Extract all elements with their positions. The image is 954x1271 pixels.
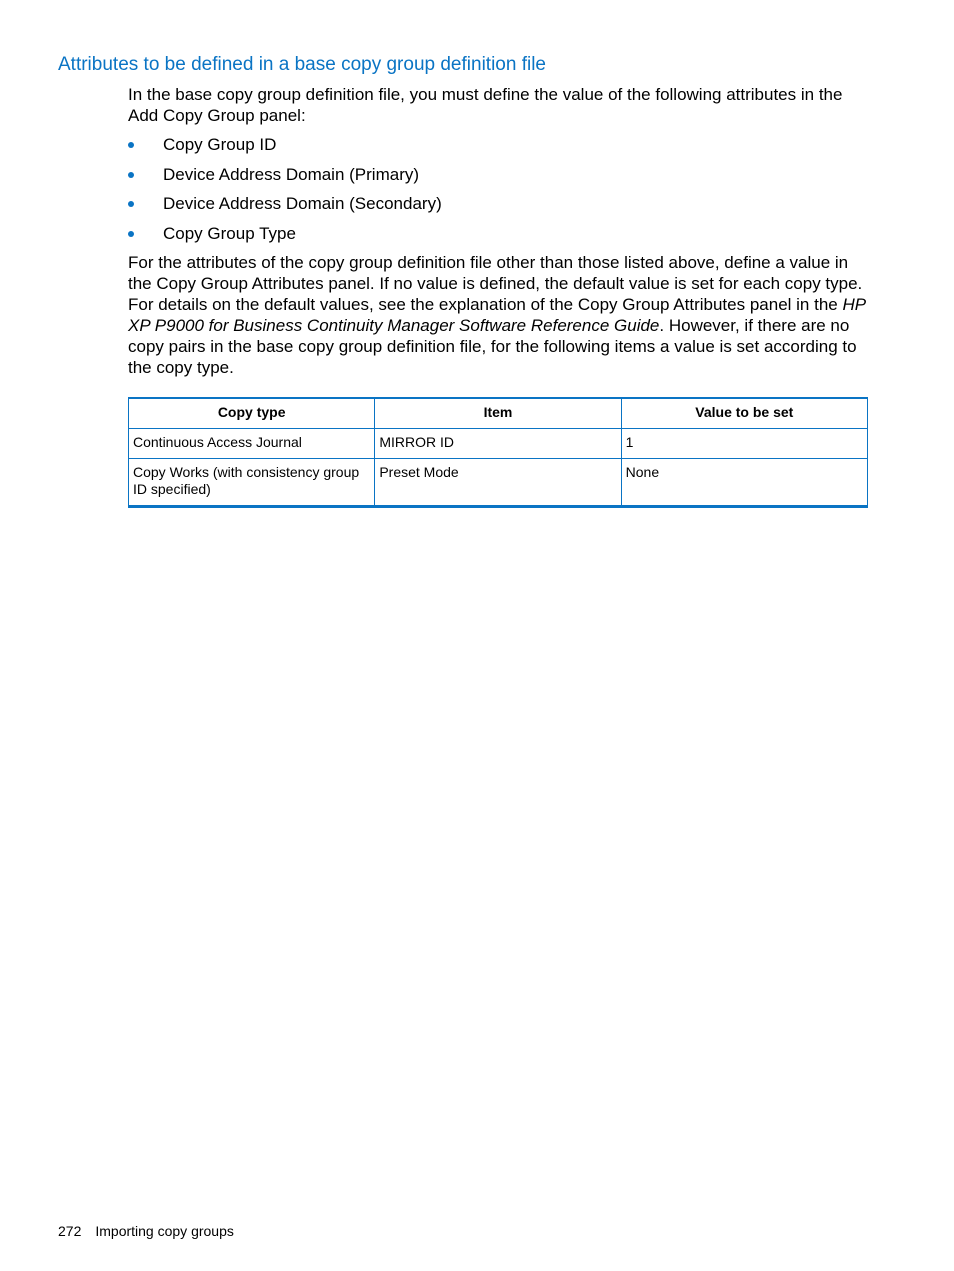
details-text: For the attributes of the copy group definition file other than those listed above, define a value in the Copy Group Attributes panel. If no value is defined, the default value is set for each copy type. For details on the default values, see the explanation of the Copy Group Attributes panel in the bbox=[128, 253, 863, 314]
table-row bbox=[129, 429, 868, 459]
list-item-label: Copy Group ID bbox=[163, 135, 277, 154]
column-header-copy-type: Copy type bbox=[129, 398, 375, 429]
list-item bbox=[128, 134, 870, 155]
bullet-icon bbox=[128, 231, 134, 237]
table-row bbox=[129, 459, 868, 507]
section-body bbox=[128, 84, 870, 378]
table-cell: Copy Works (with consistency group ID specified) bbox=[129, 459, 375, 507]
column-header-item: Item bbox=[375, 398, 621, 429]
guide-title: HP XP P9000 for Business Continuity Manager Software Reference Guide bbox=[128, 295, 866, 335]
table-cell: 1 bbox=[621, 429, 867, 459]
details-text-end: . However, if there are no copy pairs in the base copy group definition file, for the following items a value is set according to the copy type. bbox=[128, 316, 857, 377]
table-cell: Continuous Access Journal bbox=[129, 429, 375, 459]
list-item bbox=[128, 193, 870, 214]
list-item-label: Device Address Domain (Secondary) bbox=[163, 194, 442, 213]
details-paragraph bbox=[128, 252, 870, 378]
list-item-label: Device Address Domain (Primary) bbox=[163, 164, 420, 184]
bullet-icon bbox=[128, 172, 134, 178]
footer-section-title: Importing copy groups bbox=[95, 1223, 234, 1239]
column-header-value: Value to be set bbox=[621, 398, 867, 429]
page-number: 272 bbox=[58, 1223, 82, 1239]
intro-paragraph: In the base copy group definition file, you must define the value of the following attributes in the Add Copy Group panel: bbox=[128, 85, 843, 125]
bullet-icon bbox=[128, 201, 134, 207]
attribute-list bbox=[128, 134, 870, 244]
list-item-label: Copy Group Type bbox=[163, 223, 296, 243]
table-cell: MIRROR ID bbox=[375, 429, 621, 459]
page-footer bbox=[58, 1223, 234, 1239]
copy-type-table bbox=[128, 397, 868, 508]
list-item bbox=[128, 164, 870, 185]
table-cell: Preset Mode bbox=[375, 459, 621, 507]
bullet-icon bbox=[128, 142, 134, 148]
table-header-row bbox=[129, 398, 868, 429]
section-heading: Attributes to be defined in a base copy group definition file bbox=[58, 54, 546, 75]
list-item bbox=[128, 223, 870, 244]
table-cell: None bbox=[621, 459, 867, 507]
